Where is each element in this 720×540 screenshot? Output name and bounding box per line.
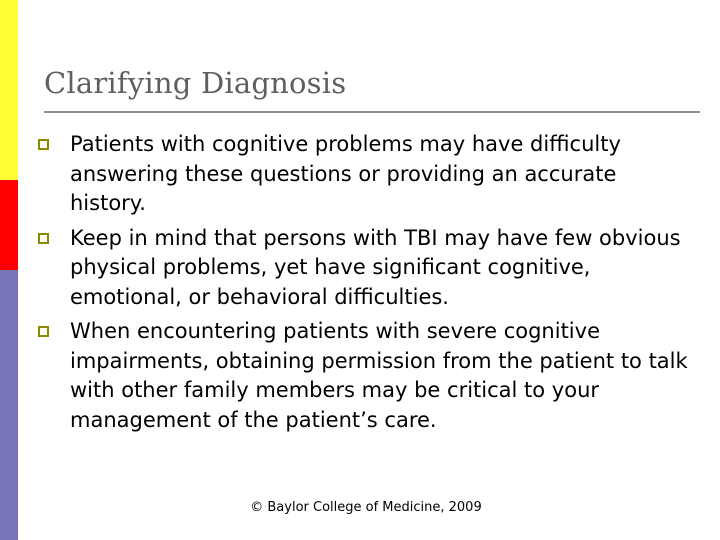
bullet-item: [38, 130, 688, 219]
bullet-item: [38, 317, 688, 435]
side-color-bar: [0, 0, 18, 540]
bullet-text: Keep in mind that persons with TBI may have few obvious physical problems, yet have significant cognitive, emotional, or behavioral difficulties.: [70, 225, 681, 309]
bullet-list: [38, 130, 688, 440]
bullet-item: [38, 224, 688, 313]
slide-title: Clarifying Diagnosis: [44, 66, 347, 100]
bullet-text: Patients with cognitive problems may have difficulty answering these questions or providing an accurate history.: [70, 132, 621, 215]
hollow-square-bullet-icon: [38, 326, 49, 337]
side-bar-red: [0, 180, 18, 270]
bullet-text: When encountering patients with severe cognitive impairments, obtaining permission from the patient to talk with other family members may be critical to your management of the patient’s care.: [70, 319, 688, 432]
title-underline: [44, 111, 700, 113]
hollow-square-bullet-icon: [38, 139, 49, 150]
side-bar-yellow: [0, 0, 18, 180]
slide-footer: © Baylor College of Medicine, 2009: [250, 500, 482, 515]
hollow-square-bullet-icon: [38, 233, 49, 244]
